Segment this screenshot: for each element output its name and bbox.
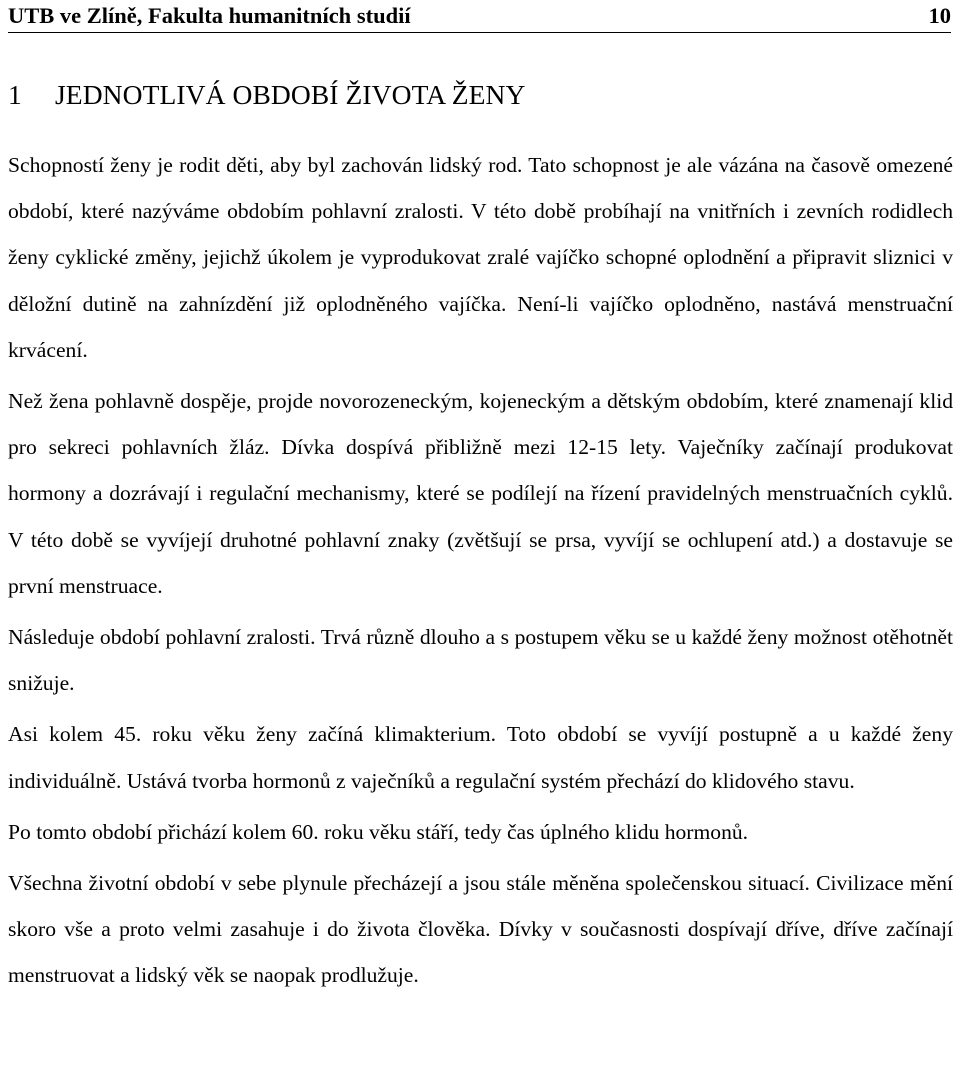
header-title: UTB ve Zlíně, Fakulta humanitních studií (8, 3, 411, 28)
paragraph: Následuje období pohlavní zralosti. Trvá různě dlouho a s postupem věku se u každé ženy možnost otěhotnět snižuje. (8, 625, 953, 696)
paragraph: Po tomto období přichází kolem 60. roku věku stáří, tedy čas úplného klidu hormonů. (8, 819, 749, 844)
running-header (8, 0, 951, 33)
page-number: 10 (928, 3, 951, 28)
paragraph: Než žena pohlavně dospěje, projde novorozeneckým, kojeneckým a dětským obdobím, které znamenají klid pro sekreci pohlavních žláz. Dívka dospívá přibližně mezi 12-15 lety. Vaječníky začínají produkovat hormony a dozrávají i regulační mechanismy, které se podílejí na řízení pravidelných menstruačních cyklů. V této době se vyvíjejí druhotné pohlavní znaky (zvětšují se prsa, vyvíjí se ochlupení atd.) a dostavuje se první menstruace. (8, 389, 953, 598)
body-text (8, 142, 953, 999)
chapter-number: 1 (8, 79, 22, 110)
chapter-title: JEDNOTLIVÁ OBDOBÍ ŽIVOTA ŽENY (55, 79, 526, 110)
paragraph: Asi kolem 45. roku věku ženy začíná klimakterium. Toto období se vyvíjí postupně a u každé ženy individuálně. Ustává tvorba hormonů z vaječníků a regulační systém přechází do klidového stavu. (8, 722, 953, 793)
paragraph: Všechna životní období v sebe plynule přecházejí a jsou stále měněna společenskou situací. Civilizace mění skoro vše a proto velmi zasahuje i do života člověka. Dívky v současnosti dospívají dříve, dříve začínají menstruovat a lidský věk se naopak prodlužuje. (8, 871, 953, 988)
chapter-heading (8, 79, 525, 111)
paragraph: Schopností ženy je rodit děti, aby byl zachován lidský rod. Tato schopnost je ale vázána na časově omezené období, které nazýváme obdobím pohlavní zralosti. V této době probíhají na vnitřních i zevních rodidlech ženy cyklické změny, jejichž úkolem je vyprodukovat zralé vajíčko schopné oplodnění a připravit sliznici v děložní dutině na zahnízdění již oplodněného vajíčka. Není-li vajíčko oplodněno, nastává menstruační krvácení. (8, 153, 953, 362)
